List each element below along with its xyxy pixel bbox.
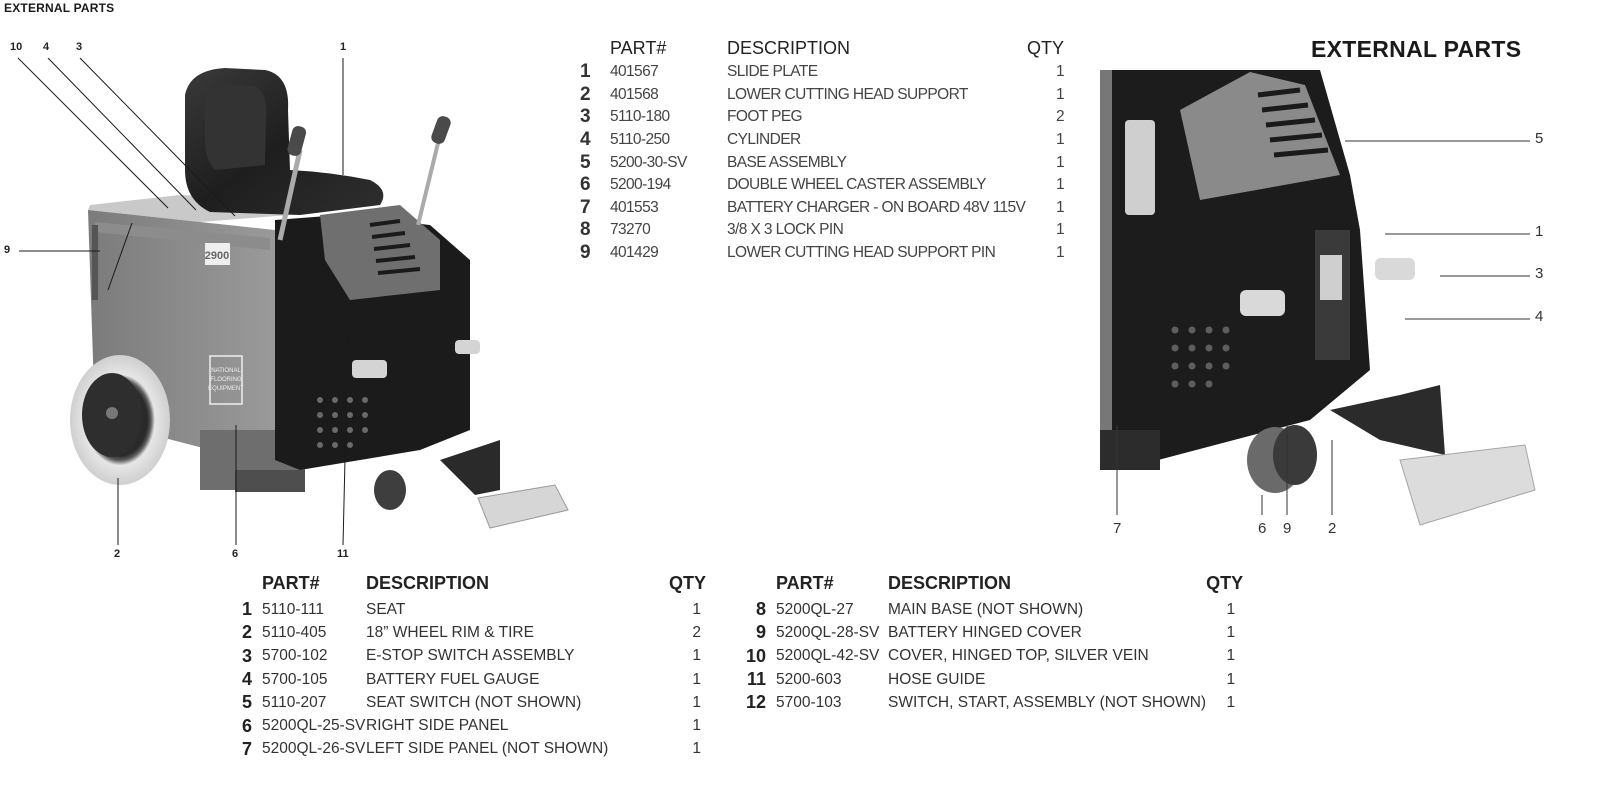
quantity: 1 [1055, 198, 1065, 216]
description: SLIDE PLATE [727, 63, 818, 81]
table-header-row [730, 568, 1243, 598]
page-title-large: EXTERNAL PARTS [1311, 36, 1522, 62]
description: CYLINDER [727, 131, 801, 149]
table-row [574, 106, 1064, 129]
item-number: 9 [755, 622, 766, 643]
description: 18” WHEEL RIM & TIRE [366, 623, 534, 641]
part-number: 5110-207 [262, 693, 327, 711]
quantity: 1 [1226, 647, 1236, 665]
part-number: 401429 [610, 244, 659, 262]
right-machine-illustration [1095, 65, 1600, 550]
description: BATTERY HINGED COVER [888, 623, 1082, 641]
part-number: 5110-250 [610, 131, 670, 149]
left-machine-diagram [0, 30, 580, 570]
description: SWITCH, START, ASSEMBLY (NOT SHOWN) [888, 693, 1207, 711]
quantity: 1 [692, 647, 701, 665]
callout-4: 4 [1535, 308, 1544, 325]
description: SEAT SWITCH (NOT SHOWN) [366, 693, 582, 711]
table-row [574, 84, 1064, 107]
table-row [574, 151, 1064, 174]
header-qty: QTY [1027, 37, 1065, 58]
description: SEAT [366, 600, 406, 618]
table-row [574, 61, 1064, 84]
item-number: 11 [746, 669, 766, 690]
callout-5: 5 [1535, 130, 1544, 147]
part-number: 73270 [610, 221, 651, 239]
description: COVER, HINGED TOP, SILVER VEIN [888, 647, 1149, 665]
callout-6: 6 [1258, 520, 1267, 537]
item-number: 1 [241, 599, 252, 620]
part-number: 5110-111 [262, 600, 325, 618]
table-row [222, 621, 706, 644]
quantity: 1 [1226, 670, 1236, 688]
description: LEFT SIDE PANEL (NOT SHOWN) [366, 740, 609, 758]
part-number: 5200-30-SV [610, 153, 687, 171]
callout-11: 11 [337, 548, 349, 560]
item-number: 12 [745, 692, 766, 713]
quantity: 2 [1055, 108, 1065, 126]
quantity: 1 [1055, 176, 1065, 194]
quantity: 1 [1226, 693, 1236, 711]
table-row [222, 598, 706, 621]
table-row [730, 621, 1243, 644]
callout-3: 3 [1535, 265, 1544, 282]
callout-7: 7 [1113, 520, 1122, 537]
svg-text:EQUIPMENT: EQUIPMENT [208, 386, 244, 392]
quantity: 1 [692, 670, 701, 688]
part-number: 5200QL-27 [776, 600, 854, 618]
description: FOOT PEG [727, 108, 803, 126]
callout-1: 1 [1535, 223, 1544, 240]
description: HOSE GUIDE [888, 670, 986, 688]
item-number: 9 [580, 242, 591, 264]
top-parts-table [574, 35, 1064, 264]
table-row [574, 197, 1064, 220]
quantity: 1 [1226, 600, 1236, 618]
callout-2: 2 [114, 548, 121, 560]
svg-text:FLOORING: FLOORING [210, 377, 242, 383]
part-number: 5200-603 [776, 670, 842, 688]
bottom-right-parts-table [730, 568, 1243, 714]
item-number: 4 [241, 669, 252, 690]
description: BASE ASSEMBLY [727, 153, 847, 171]
part-number: 5200QL-28-SV [776, 623, 880, 641]
header-description: DESCRIPTION [727, 37, 851, 58]
quantity: 1 [692, 717, 701, 735]
item-number: 3 [580, 106, 591, 128]
item-number: 1 [580, 61, 591, 83]
header-qty: QTY [1206, 572, 1244, 593]
table-row [222, 668, 706, 691]
table-header-row [574, 35, 1064, 61]
callout-10: 10 [10, 41, 23, 53]
item-number: 5 [580, 151, 591, 173]
table-row [222, 738, 706, 761]
part-number: 5700-102 [262, 647, 328, 665]
part-number: 401568 [610, 85, 659, 103]
table-row [730, 668, 1243, 691]
part-number: 5700-105 [262, 670, 328, 688]
table-row [574, 242, 1064, 265]
part-number: 5110-180 [610, 108, 670, 126]
header-qty: QTY [668, 572, 706, 593]
part-number: 5110-405 [262, 623, 327, 641]
header-part: PART# [776, 572, 834, 593]
callout-6: 6 [232, 548, 239, 560]
page-title-small: EXTERNAL PARTS [4, 1, 115, 15]
description: DOUBLE WHEEL CASTER ASSEMBLY [727, 176, 986, 194]
item-number: 8 [580, 219, 591, 241]
part-number: 5200-194 [610, 176, 671, 194]
table-row [574, 129, 1064, 152]
quantity: 1 [1055, 131, 1065, 149]
description: MAIN BASE (NOT SHOWN) [888, 600, 1084, 618]
description: BATTERY CHARGER - ON BOARD 48V 115V [727, 198, 1026, 216]
quantity: 2 [692, 623, 701, 641]
quantity: 1 [692, 600, 701, 618]
header-description: DESCRIPTION [366, 572, 490, 593]
svg-text:NATIONAL: NATIONAL [211, 368, 241, 374]
item-number: 4 [580, 129, 591, 151]
quantity: 1 [1055, 244, 1065, 262]
part-number: 5200QL-26-SV [262, 740, 366, 758]
right-machine-diagram [1095, 65, 1600, 550]
callout-1: 1 [340, 41, 347, 53]
item-number: 2 [241, 622, 252, 643]
table-row [222, 645, 706, 668]
part-number: 5200QL-25-SV [262, 717, 366, 735]
part-number: 5700-103 [776, 693, 842, 711]
description: 3/8 X 3 LOCK PIN [727, 221, 844, 239]
item-number: 6 [580, 174, 591, 196]
part-number: 401567 [610, 63, 659, 81]
description: LOWER CUTTING HEAD SUPPORT PIN [727, 244, 996, 262]
quantity: 1 [1055, 153, 1065, 171]
table-row [730, 691, 1243, 714]
part-number: 5200QL-42-SV [776, 647, 880, 665]
table-row [222, 714, 706, 737]
table-row [222, 691, 706, 714]
table-row [730, 598, 1243, 621]
left-machine-illustration [0, 30, 580, 570]
callout-2: 2 [1328, 520, 1337, 537]
callout-4: 4 [43, 41, 50, 53]
item-number: 7 [241, 738, 252, 759]
quantity: 1 [1055, 221, 1065, 239]
item-number: 2 [580, 83, 591, 105]
model-decal: 2900 [204, 250, 230, 262]
callout-9: 9 [4, 244, 11, 256]
item-number: 8 [755, 599, 766, 620]
table-row [574, 219, 1064, 242]
table-row [730, 645, 1243, 668]
table-row [574, 174, 1064, 197]
item-number: 3 [241, 645, 252, 666]
description: RIGHT SIDE PANEL [366, 717, 509, 735]
callout-3: 3 [76, 41, 83, 53]
item-number: 6 [241, 715, 252, 736]
description: E-STOP SWITCH ASSEMBLY [366, 647, 575, 665]
bottom-left-parts-table [222, 568, 706, 761]
header-part: PART# [262, 572, 320, 593]
description: BATTERY FUEL GAUGE [366, 670, 540, 688]
quantity: 1 [1226, 623, 1236, 641]
description: LOWER CUTTING HEAD SUPPORT [727, 85, 968, 103]
item-number: 5 [241, 692, 252, 713]
quantity: 1 [692, 693, 701, 711]
item-number: 7 [580, 196, 591, 218]
header-description: DESCRIPTION [888, 572, 1012, 593]
callout-9: 9 [1283, 520, 1292, 537]
table-header-row [222, 568, 706, 598]
quantity: 1 [1055, 85, 1065, 103]
quantity: 1 [1055, 63, 1065, 81]
part-number: 401553 [610, 198, 659, 216]
header-part: PART# [610, 37, 667, 58]
quantity: 1 [692, 740, 701, 758]
item-number: 10 [745, 645, 766, 666]
